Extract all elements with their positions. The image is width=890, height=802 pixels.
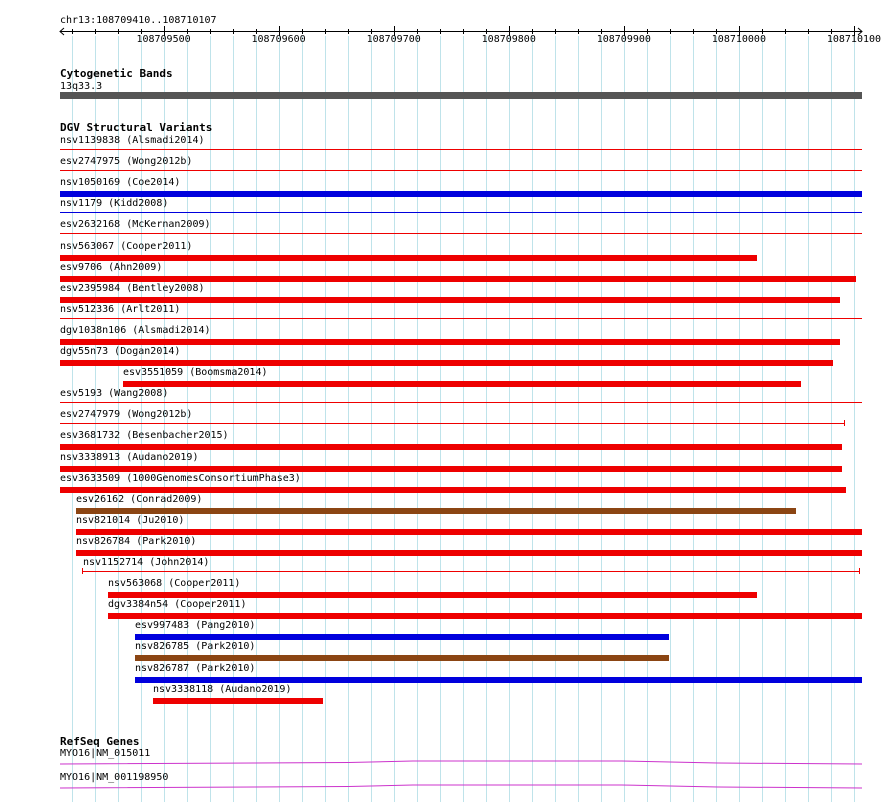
dgv-variant-bar[interactable] [60, 318, 862, 319]
dgv-variant-label[interactable]: nsv826787 (Park2010) [135, 662, 256, 674]
dgv-variant-label[interactable]: dgv1038n106 (Alsmadi2014) [60, 324, 211, 336]
ruler-tick-label: 108709600 [251, 34, 306, 45]
refseq-gene-line [60, 784, 864, 790]
dgv-variant-bar[interactable] [60, 444, 842, 450]
dgv-variant-end-tick [844, 420, 845, 426]
dgv-variant-label[interactable]: esv997483 (Pang2010) [135, 620, 256, 632]
dgv-variant-label[interactable]: nsv3338913 (Audano2019) [60, 451, 199, 463]
ruler-tick-label: 108710000 [711, 34, 766, 45]
dgv-variant-label[interactable]: esv2747979 (Wong2012b) [60, 409, 193, 421]
dgv-variant-end-tick [82, 568, 83, 574]
dgv-variant-bar[interactable] [60, 360, 833, 366]
cytoband-track-title: Cytogenetic Bands [60, 67, 173, 80]
dgv-variant-bar[interactable] [108, 613, 862, 619]
dgv-variant-label[interactable]: nsv563068 (Cooper2011) [108, 578, 241, 590]
dgv-variant-label[interactable]: esv3633509 (1000GenomesConsortiumPhase3) [60, 472, 301, 484]
ruler-left-arrow [60, 28, 64, 35]
dgv-variant-bar[interactable] [60, 276, 856, 282]
dgv-variant-label[interactable]: nsv1152714 (John2014) [83, 557, 210, 568]
dgv-variant-bar[interactable] [108, 592, 757, 598]
dgv-variant-bar[interactable] [60, 402, 862, 403]
dgv-variant-label[interactable]: dgv55n73 (Dogan2014) [60, 346, 181, 357]
dgv-variant-bar[interactable] [135, 677, 862, 683]
dgv-variant-label[interactable]: dgv3384n54 (Cooper2011) [108, 599, 247, 611]
dgv-variant-bar[interactable] [76, 529, 862, 535]
dgv-variant-label[interactable]: nsv563067 (Cooper2011) [60, 240, 193, 252]
dgv-track-title: DGV Structural Variants [60, 121, 213, 134]
dgv-variant-label[interactable]: nsv1179 (Kidd2008) [60, 198, 169, 210]
dgv-variant-label[interactable]: esv5193 (Wang2008) [60, 388, 169, 400]
refseq-gene-label[interactable]: MYO16|NM_015011 [60, 748, 151, 759]
ruler-tick-label: 108709900 [596, 34, 651, 45]
dgv-variant-bar[interactable] [123, 381, 801, 387]
dgv-variant-label[interactable]: nsv826785 (Park2010) [135, 641, 256, 653]
dgv-variant-label[interactable]: esv26162 (Conrad2009) [76, 493, 203, 505]
dgv-variant-bar[interactable] [60, 423, 845, 424]
dgv-variant-label[interactable]: esv9706 (Ahn2009) [60, 261, 163, 273]
cytoband-label: 13q33.3 [60, 81, 103, 92]
dgv-variant-bar[interactable] [60, 487, 846, 493]
dgv-variant-bar[interactable] [60, 255, 757, 261]
dgv-variant-label[interactable]: esv3551059 (Boomsma2014) [123, 367, 268, 379]
dgv-variant-bar[interactable] [60, 297, 840, 303]
ruler-tick-label: 108709500 [136, 34, 191, 45]
dgv-variant-bar[interactable] [60, 149, 862, 150]
dgv-variant-bar[interactable] [135, 655, 669, 661]
dgv-variant-label[interactable]: nsv821014 (Ju2010) [76, 514, 185, 526]
dgv-variant-bar[interactable] [60, 339, 840, 345]
dgv-variant-bar[interactable] [60, 170, 862, 171]
dgv-variant-bar[interactable] [135, 634, 669, 640]
dgv-variant-bar[interactable] [60, 212, 862, 213]
dgv-variant-label[interactable]: nsv1139838 (Alsmadi2014) [60, 135, 205, 146]
dgv-variant-label[interactable]: nsv1050169 (Coe2014) [60, 177, 181, 189]
dgv-variant-bar[interactable] [60, 466, 842, 472]
dgv-variant-bar[interactable] [60, 233, 862, 234]
cytoband-bar[interactable] [60, 92, 862, 99]
dgv-variant-label[interactable]: esv2632168 (McKernan2009) [60, 219, 211, 231]
ruler-tick-label: 108709800 [481, 34, 536, 45]
dgv-variant-label[interactable]: nsv512336 (Arlt2011) [60, 303, 181, 315]
dgv-variant-bar[interactable] [83, 571, 860, 572]
ruler-tick-label: 108710100 [826, 34, 882, 45]
dgv-variant-label[interactable]: nsv3338118 (Audano2019) [153, 683, 292, 695]
refseq-gene-line [60, 760, 864, 766]
dgv-variant-end-tick [859, 568, 860, 574]
dgv-variant-bar[interactable] [76, 550, 862, 556]
dgv-variant-bar[interactable] [76, 508, 796, 514]
dgv-variant-bar[interactable] [153, 698, 323, 704]
dgv-variant-label[interactable]: esv3681732 (Besenbacher2015) [60, 430, 229, 442]
refseq-gene-label[interactable]: MYO16|NM_001198950 [60, 772, 169, 783]
dgv-variant-label[interactable]: nsv826784 (Park2010) [76, 535, 197, 547]
location-label: chr13:108709410..108710107 [60, 15, 217, 26]
ruler-tick-label: 108709700 [366, 34, 421, 45]
dgv-variant-label[interactable]: esv2747975 (Wong2012b) [60, 156, 193, 168]
refseq-track-title: RefSeq Genes [60, 735, 140, 748]
dgv-variant-bar[interactable] [60, 191, 862, 197]
dgv-variant-label[interactable]: esv2395984 (Bentley2008) [60, 282, 205, 294]
